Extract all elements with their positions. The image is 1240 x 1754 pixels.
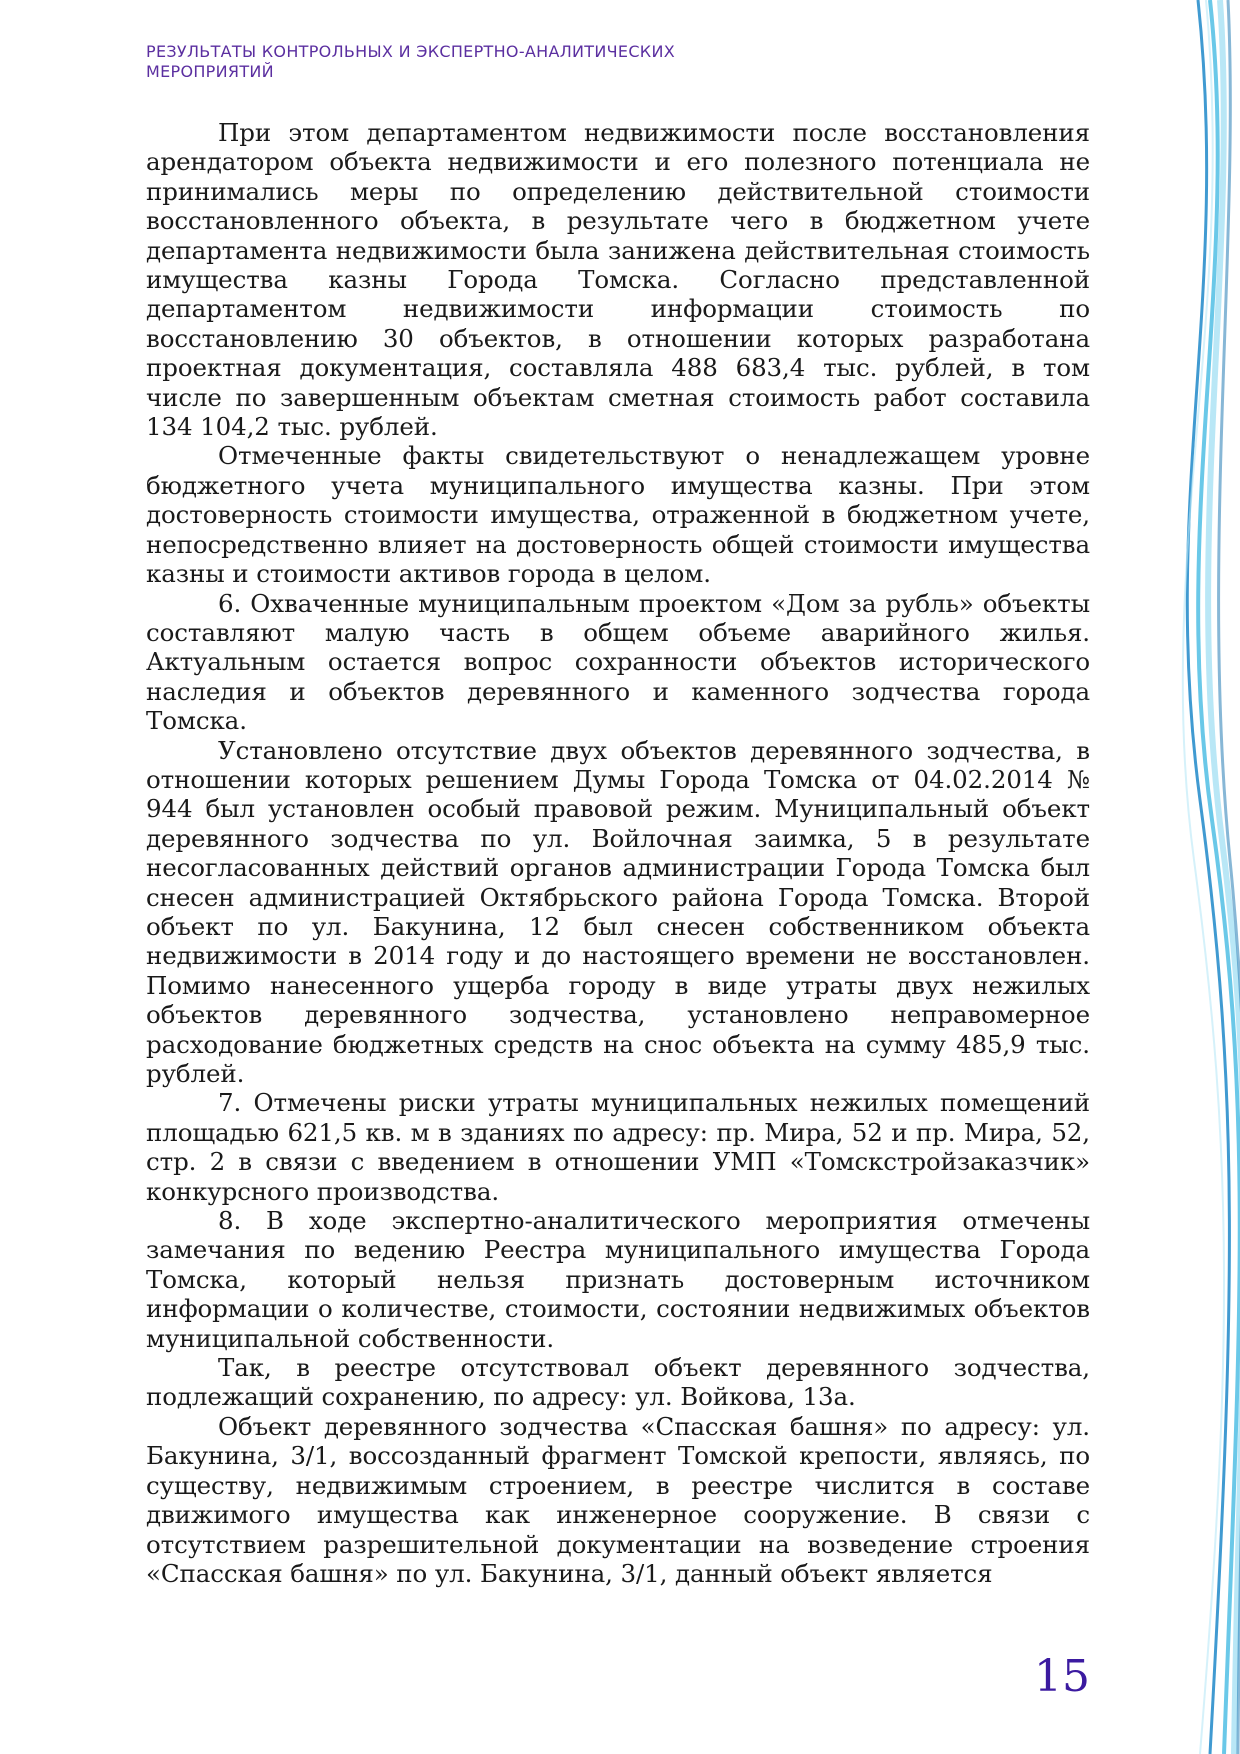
page-header (146, 42, 846, 82)
header-line-2: МЕРОПРИЯТИЙ (146, 62, 274, 81)
paragraph: 6. Охваченные муниципальным проектом «Дом за рубль» объекты составляют малую часть в общем объеме аварийного жилья. Актуальным остается вопрос сохранности объектов исторического наследия и объектов деревянного и каменного зодчества города Томска. (146, 588, 1090, 736)
page-number: 15 (1034, 1651, 1090, 1702)
header-line-1: РЕЗУЛЬТАТЫ КОНТРОЛЬНЫХ И ЭКСПЕРТНО-АНАЛИТИЧЕСКИХ (146, 42, 675, 61)
paragraph: Установлено отсутствие двух объектов деревянного зодчества, в отношении которых решением Думы Города Томска от 04.02.2014 № 944 был установлен особый правовой режим. Муниципальный объект деревянного зодчества по ул. Войлочная заимка, 5 в результате несогласованных действий органов администрации Города Томска был снесен администрацией Октябрьского района Города Томска. Второй объект по ул. Бакунина, 12 был снесен собственником объекта недвижимости в 2014 году и до настоящего времени не восстановлен. Помимо нанесенного ущерба городу в виде утраты двух нежилых объектов деревянного зодчества, установлено неправомерное расходование бюджетных средств на снос объекта на сумму 485,9 тыс. рублей. (146, 735, 1090, 1088)
paragraph: При этом департаментом недвижимости после восстановления арендатором объекта недвижимости и его полезного потенциала не принимались меры по определению действительной стоимости восстановленного объекта, в результате чего в бюджетном учете департамента недвижимости была занижена действительная стоимость имущества казны Города Томска. Согласно представленной департаментом недвижимости информации стоимость по восстановлению 30 объектов, в отношении которых разработана проектная документация, составляла 488 683,4 тыс. рублей, в том числе по завершенным объектам сметная стоимость работ составила 134 104,2 тыс. рублей. (146, 118, 1090, 442)
document-body (146, 118, 1090, 1588)
decorative-wave-border (1140, 0, 1240, 1754)
paragraph: Объект деревянного зодчества «Спасская башня» по адресу: ул. Бакунина, 3/1, воссозданный фрагмент Томской крепости, являясь, по существу, недвижимым строением, в реестре числится в составе движимого имущества как инженерное сооружение. В связи с отсутствием разрешительной документации на возведение строения «Спасская башня» по ул. Бакунина, 3/1, данный объект является (146, 1411, 1090, 1588)
paragraph: Отмеченные факты свидетельствуют о ненадлежащем уровне бюджетного учета муниципального имущества казны. При этом достоверность стоимости имущества, отраженной в бюджетном учете, непосредственно влияет на достоверность общей стоимости имущества казны и стоимости активов города в целом. (146, 441, 1090, 589)
paragraph: Так, в реестре отсутствовал объект деревянного зодчества, подлежащий сохранению, по адресу: ул. Войкова, 13а. (146, 1353, 1090, 1412)
paragraph: 7. Отмечены риски утраты муниципальных нежилых помещений площадью 621,5 кв. м в зданиях по адресу: пр. Мира, 52 и пр. Мира, 52, стр. 2 в связи с введением в отношении УМП «Томскстройзаказчик» конкурсного производства. (146, 1088, 1090, 1206)
paragraph: 8. В ходе экспертно-аналитического мероприятия отмечены замечания по ведению Реестра муниципального имущества Города Томска, который нельзя признать достоверным источником информации о количестве, стоимости, состоянии недвижимых объектов муниципальной собственности. (146, 1206, 1090, 1353)
